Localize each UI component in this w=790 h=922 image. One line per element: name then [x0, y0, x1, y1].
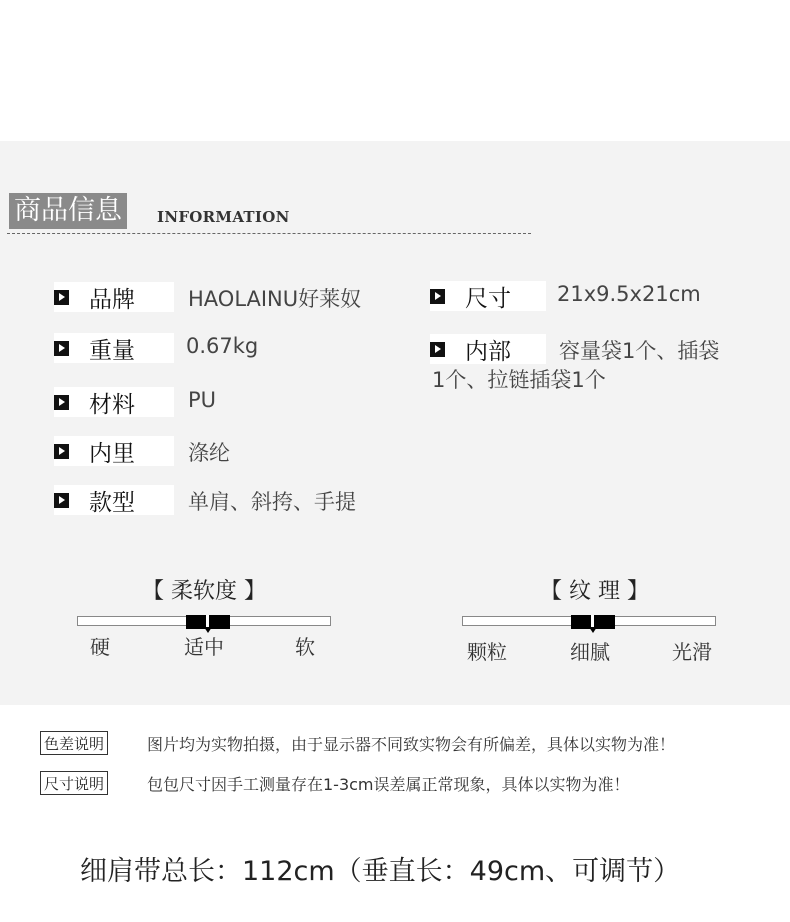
texture-label-fine: 细腻	[570, 640, 610, 664]
title-divider	[7, 233, 531, 234]
spec-value: 单肩、斜挎、手提	[188, 490, 356, 514]
spec-value: PU	[188, 388, 217, 412]
note-size	[40, 770, 760, 796]
spec-label: 重量	[89, 337, 135, 364]
spec-label: 内里	[89, 440, 135, 467]
softness-label-medium: 适中	[184, 635, 224, 659]
spec-label: 内部	[465, 338, 511, 365]
play-bullet-icon	[54, 290, 69, 305]
spec-label: 材料	[89, 391, 135, 418]
section-title: 商品信息	[9, 193, 127, 229]
softness-title: 【 柔软度 】	[142, 579, 266, 604]
play-bullet-icon	[54, 395, 69, 410]
note-tag: 尺寸说明	[40, 771, 108, 795]
spec-label: 尺寸	[465, 285, 511, 312]
spec-value: HAOLAINU好莱奴	[188, 287, 362, 311]
texture-pointer-icon	[589, 627, 597, 633]
section-title-en: INFORMATION	[157, 208, 290, 226]
texture-label-smooth: 光滑	[672, 640, 712, 664]
note-text: 包包尺寸因手工测量存在1-3cm误差属正常现象，具体以实物为准！	[147, 775, 630, 794]
spec-value: 涤纶	[188, 441, 230, 465]
play-bullet-icon	[54, 444, 69, 459]
texture-label-grainy: 颗粒	[467, 640, 507, 664]
spec-value: 21x9.5x21cm	[557, 282, 701, 306]
texture-title: 【 纹 理 】	[540, 579, 649, 604]
softness-scale	[77, 616, 331, 626]
softness-label-soft: 软	[295, 635, 315, 659]
play-bullet-icon	[430, 289, 445, 304]
note-text: 图片均为实物拍摄，由于显示器不同致实物会有所偏差，具体以实物为准！	[147, 735, 676, 754]
top-blank-area	[0, 0, 790, 141]
spec-value: 0.67kg	[186, 334, 259, 358]
strap-length-text: 细肩带总长：112cm（垂直长：49cm、可调节）	[80, 856, 681, 887]
play-bullet-icon	[54, 493, 69, 508]
spec-value-line1: 容量袋1个、插袋	[559, 339, 720, 363]
softness-label-hard: 硬	[90, 635, 110, 659]
spec-label: 品牌	[89, 286, 135, 313]
info-panel	[0, 141, 790, 705]
note-tag: 色差说明	[40, 731, 108, 755]
texture-scale	[462, 616, 716, 626]
play-bullet-icon	[54, 341, 69, 356]
spec-value-line2: 1个、拉链插袋1个	[432, 368, 606, 392]
note-color-difference	[40, 730, 760, 756]
spec-label: 款型	[89, 489, 135, 516]
play-bullet-icon	[430, 342, 445, 357]
